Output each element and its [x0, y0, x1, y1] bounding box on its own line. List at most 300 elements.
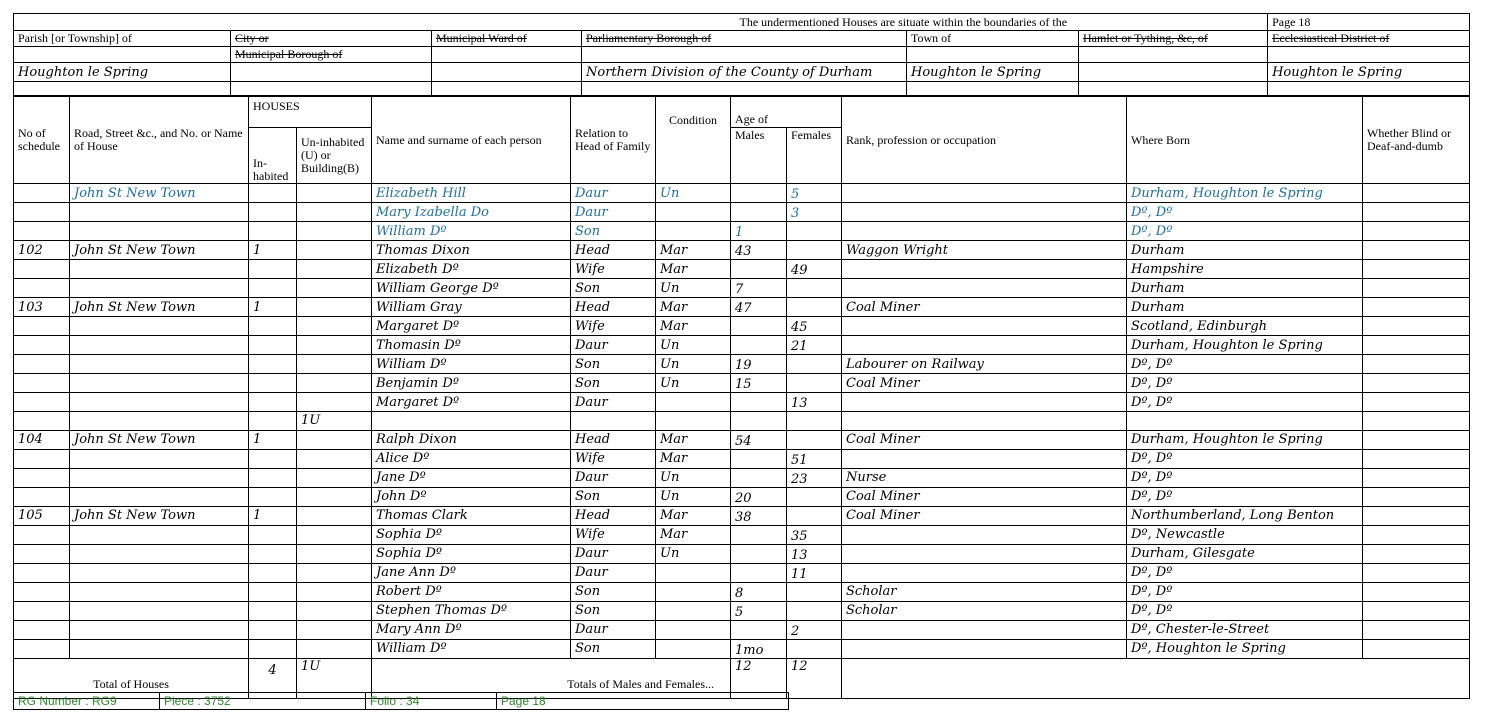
males-cell: 15 [731, 374, 787, 393]
uninhabited-cell [297, 506, 372, 525]
blind-cell [1363, 563, 1470, 582]
uninhabited-cell [297, 582, 372, 601]
males-cell: 8 [731, 582, 787, 601]
name-cell: William Dº [372, 639, 571, 658]
relation-cell [571, 412, 656, 431]
occupation-cell: Coal Miner [842, 487, 1127, 506]
occupation-cell [842, 544, 1127, 563]
table-row [14, 279, 1470, 298]
occupation-cell [842, 203, 1127, 222]
occupation-cell [842, 393, 1127, 412]
inhabited-cell [249, 601, 297, 620]
name-cell: John Dº [372, 487, 571, 506]
condition-cell: Mar [656, 298, 731, 317]
table-row [14, 203, 1470, 222]
where-born-cell: Dº, Dº [1127, 468, 1363, 487]
occupation-cell [842, 563, 1127, 582]
col-uninhabited: Un-inhabited (U) or Building(B) [297, 128, 372, 184]
table-row [14, 468, 1470, 487]
females-cell [787, 582, 842, 601]
name-cell: Thomas Dixon [372, 241, 571, 260]
females-cell: 11 [787, 563, 842, 582]
occupation-cell [842, 620, 1127, 639]
schedule-cell [14, 487, 70, 506]
inhabited-cell [249, 487, 297, 506]
name-cell: Robert Dº [372, 582, 571, 601]
uninhabited-cell [297, 241, 372, 260]
name-cell: Elizabeth Dº [372, 260, 571, 279]
total-houses-label: Total of Houses [14, 658, 249, 698]
females-cell [787, 601, 842, 620]
occupation-cell: Scholar [842, 582, 1127, 601]
females-cell: 21 [787, 336, 842, 355]
blind-cell [1363, 412, 1470, 431]
blind-cell [1363, 260, 1470, 279]
occupation-cell: Waggon Wright [842, 241, 1127, 260]
where-born-cell: Northumberland, Long Benton [1127, 506, 1363, 525]
blind-cell [1363, 601, 1470, 620]
relation-cell: Son [571, 279, 656, 298]
name-cell: Sophia Dº [372, 544, 571, 563]
table-row [14, 449, 1470, 468]
relation-cell: Son [571, 487, 656, 506]
col-age-of: Age of [731, 97, 842, 128]
where-born-cell: Dº, Dº [1127, 374, 1363, 393]
uninhabited-cell [297, 563, 372, 582]
schedule-cell [14, 449, 70, 468]
inhabited-cell [249, 279, 297, 298]
males-cell [731, 260, 787, 279]
uninhabited-cell [297, 184, 372, 203]
condition-cell: Mar [656, 525, 731, 544]
road-cell [70, 449, 249, 468]
relation-cell: Daur [571, 336, 656, 355]
inhabited-cell [249, 374, 297, 393]
males-cell [731, 317, 787, 336]
schedule-cell [14, 601, 70, 620]
occupation-cell [842, 525, 1127, 544]
road-cell [70, 468, 249, 487]
males-cell: 54 [731, 430, 787, 449]
where-born-cell: Dº, Dº [1127, 203, 1363, 222]
blind-cell [1363, 430, 1470, 449]
name-cell: Mary Ann Dº [372, 620, 571, 639]
relation-cell: Son [571, 601, 656, 620]
inhabited-cell: 1 [249, 506, 297, 525]
ecclesiastical-value: Houghton le Spring [1268, 63, 1470, 82]
blind-cell [1363, 336, 1470, 355]
road-cell [70, 279, 249, 298]
hamlet-label: Hamlet or Tything, &c, of [1079, 31, 1268, 47]
name-cell: Margaret Dº [372, 393, 571, 412]
col-females: Females [787, 128, 842, 184]
table-row [14, 374, 1470, 393]
where-born-cell: Dº, Dº [1127, 222, 1363, 241]
blind-cell [1363, 184, 1470, 203]
condition-cell: Un [656, 336, 731, 355]
road-cell: John St New Town [70, 298, 249, 317]
condition-cell [656, 412, 731, 431]
inhabited-cell: 1 [249, 298, 297, 317]
name-cell: Jane Ann Dº [372, 563, 571, 582]
schedule-cell [14, 203, 70, 222]
road-cell [70, 260, 249, 279]
location-header [13, 13, 1470, 96]
total-uninhabited: 1U [297, 658, 372, 698]
schedule-cell [14, 544, 70, 563]
schedule-cell [14, 393, 70, 412]
condition-cell [656, 639, 731, 658]
females-cell [787, 430, 842, 449]
schedule-cell [14, 468, 70, 487]
males-cell: 19 [731, 355, 787, 374]
rg-number: RG Number : RG9 [14, 693, 160, 710]
road-cell [70, 487, 249, 506]
males-cell: 47 [731, 298, 787, 317]
males-cell: 7 [731, 279, 787, 298]
road-cell: John St New Town [70, 430, 249, 449]
relation-cell: Wife [571, 317, 656, 336]
where-born-cell: Dº, Dº [1127, 487, 1363, 506]
total-males: 12 [731, 658, 787, 698]
relation-cell: Head [571, 430, 656, 449]
relation-cell: Daur [571, 203, 656, 222]
table-row [14, 222, 1470, 241]
females-cell: 2 [787, 620, 842, 639]
folio-number: Folio : 34 [366, 693, 497, 710]
table-row [14, 430, 1470, 449]
table-row [14, 582, 1470, 601]
where-born-cell: Dº, Newcastle [1127, 525, 1363, 544]
blind-cell [1363, 525, 1470, 544]
relation-cell: Daur [571, 393, 656, 412]
uninhabited-cell [297, 260, 372, 279]
males-cell [731, 468, 787, 487]
blind-cell [1363, 241, 1470, 260]
road-cell [70, 582, 249, 601]
relation-cell: Son [571, 639, 656, 658]
occupation-cell [842, 336, 1127, 355]
census-table [13, 96, 1470, 699]
occupation-cell [842, 449, 1127, 468]
table-row [14, 412, 1470, 431]
col-males: Males [731, 128, 787, 184]
females-cell [787, 279, 842, 298]
males-cell [731, 203, 787, 222]
reference-footer [13, 692, 789, 710]
relation-cell: Daur [571, 620, 656, 639]
totals-persons-label: Totals of Males and Females... [372, 658, 731, 698]
females-cell [787, 374, 842, 393]
relation-cell: Head [571, 298, 656, 317]
where-born-cell: Durham [1127, 279, 1363, 298]
city-label: City or [231, 31, 432, 47]
where-born-cell: Dº, Dº [1127, 563, 1363, 582]
schedule-cell: 102 [14, 241, 70, 260]
schedule-cell [14, 222, 70, 241]
inhabited-cell [249, 582, 297, 601]
schedule-cell [14, 260, 70, 279]
occupation-cell [842, 412, 1127, 431]
name-cell: Benjamin Dº [372, 374, 571, 393]
where-born-cell: Dº, Dº [1127, 582, 1363, 601]
females-cell [787, 412, 842, 431]
blind-cell [1363, 639, 1470, 658]
col-condition: Condition [656, 97, 731, 184]
inhabited-cell [249, 620, 297, 639]
blind-cell [1363, 487, 1470, 506]
females-cell [787, 355, 842, 374]
name-cell: Elizabeth Hill [372, 184, 571, 203]
relation-cell: Wife [571, 260, 656, 279]
males-cell [731, 412, 787, 431]
males-cell: 5 [731, 601, 787, 620]
relation-cell: Wife [571, 525, 656, 544]
relation-cell: Daur [571, 184, 656, 203]
municipal-borough-label: Municipal Borough of [231, 47, 432, 63]
condition-cell: Mar [656, 449, 731, 468]
table-row [14, 184, 1470, 203]
uninhabited-cell [297, 468, 372, 487]
females-cell: 35 [787, 525, 842, 544]
occupation-cell [842, 222, 1127, 241]
table-row [14, 393, 1470, 412]
road-cell [70, 222, 249, 241]
name-cell: Alice Dº [372, 449, 571, 468]
females-cell: 49 [787, 260, 842, 279]
females-cell [787, 639, 842, 658]
table-row [14, 298, 1470, 317]
where-born-cell: Dº, Dº [1127, 449, 1363, 468]
table-row [14, 525, 1470, 544]
blind-cell [1363, 317, 1470, 336]
males-cell [731, 525, 787, 544]
females-cell: 13 [787, 393, 842, 412]
blind-cell [1363, 544, 1470, 563]
schedule-cell [14, 563, 70, 582]
name-cell: Ralph Dixon [372, 430, 571, 449]
uninhabited-cell [297, 317, 372, 336]
road-cell: John St New Town [70, 241, 249, 260]
col-inhabited: In-habited [249, 128, 297, 184]
uninhabited-cell [297, 525, 372, 544]
road-cell [70, 203, 249, 222]
relation-cell: Daur [571, 544, 656, 563]
females-cell [787, 241, 842, 260]
road-cell [70, 374, 249, 393]
females-cell: 45 [787, 317, 842, 336]
inhabited-cell [249, 317, 297, 336]
uninhabited-cell [297, 336, 372, 355]
condition-cell [656, 222, 731, 241]
occupation-cell: Coal Miner [842, 298, 1127, 317]
relation-cell: Head [571, 506, 656, 525]
inhabited-cell [249, 525, 297, 544]
blind-cell [1363, 355, 1470, 374]
blind-cell [1363, 468, 1470, 487]
blind-cell [1363, 393, 1470, 412]
uninhabited-cell [297, 430, 372, 449]
females-cell: 23 [787, 468, 842, 487]
uninhabited-cell [297, 544, 372, 563]
condition-cell [656, 601, 731, 620]
condition-cell: Un [656, 487, 731, 506]
inhabited-cell [249, 393, 297, 412]
occupation-cell: Coal Miner [842, 430, 1127, 449]
table-row [14, 601, 1470, 620]
road-cell: John St New Town [70, 506, 249, 525]
blind-cell [1363, 449, 1470, 468]
where-born-cell: Durham, Gilesgate [1127, 544, 1363, 563]
uninhabited-cell [297, 393, 372, 412]
blind-cell [1363, 374, 1470, 393]
ecclesiastical-label: Ecclesiastical District of [1268, 31, 1470, 47]
schedule-cell: 103 [14, 298, 70, 317]
where-born-cell: Hampshire [1127, 260, 1363, 279]
condition-cell: Un [656, 468, 731, 487]
females-cell [787, 222, 842, 241]
schedule-cell: 104 [14, 430, 70, 449]
schedule-cell [14, 279, 70, 298]
table-row [14, 241, 1470, 260]
condition-cell: Un [656, 374, 731, 393]
occupation-cell: Nurse [842, 468, 1127, 487]
relation-cell: Wife [571, 449, 656, 468]
females-cell: 13 [787, 544, 842, 563]
parish-value: Houghton le Spring [14, 63, 231, 82]
schedule-cell [14, 374, 70, 393]
blind-cell [1363, 222, 1470, 241]
relation-cell: Daur [571, 468, 656, 487]
blind-cell [1363, 298, 1470, 317]
occupation-cell: Coal Miner [842, 506, 1127, 525]
uninhabited-cell [297, 203, 372, 222]
occupation-cell [842, 184, 1127, 203]
females-cell [787, 506, 842, 525]
town-label: Town of [907, 31, 1079, 47]
inhabited-cell [249, 563, 297, 582]
condition-cell: Mar [656, 241, 731, 260]
males-cell: 20 [731, 487, 787, 506]
where-born-cell: Durham [1127, 298, 1363, 317]
name-cell: Thomasin Dº [372, 336, 571, 355]
inhabited-cell [249, 203, 297, 222]
page-number: Page 18 [1268, 14, 1470, 31]
relation-cell: Daur [571, 563, 656, 582]
col-born: Where Born [1127, 97, 1363, 184]
col-name: Name and surname of each person [372, 97, 571, 184]
females-cell: 51 [787, 449, 842, 468]
condition-cell: Mar [656, 260, 731, 279]
uninhabited-cell [297, 601, 372, 620]
occupation-cell [842, 260, 1127, 279]
inhabited-cell [249, 260, 297, 279]
inhabited-cell [249, 468, 297, 487]
name-cell: William Dº [372, 222, 571, 241]
uninhabited-cell [297, 620, 372, 639]
name-cell: William George Dº [372, 279, 571, 298]
boundaries-text: The undermentioned Houses are situate within the boundaries of the [14, 14, 1268, 31]
town-value: Houghton le Spring [907, 63, 1079, 82]
uninhabited-cell [297, 222, 372, 241]
road-cell [70, 639, 249, 658]
uninhabited-cell [297, 639, 372, 658]
road-cell [70, 336, 249, 355]
where-born-cell: Durham [1127, 241, 1363, 260]
schedule-cell [14, 412, 70, 431]
where-born-cell: Dº, Houghton le Spring [1127, 639, 1363, 658]
condition-cell: Mar [656, 430, 731, 449]
table-row [14, 620, 1470, 639]
blind-cell [1363, 620, 1470, 639]
where-born-cell: Durham, Houghton le Spring [1127, 184, 1363, 203]
where-born-cell: Dº, Chester-le-Street [1127, 620, 1363, 639]
condition-cell: Un [656, 544, 731, 563]
municipal-ward-label: Municipal Ward of [432, 31, 582, 47]
condition-cell [656, 582, 731, 601]
blind-cell [1363, 203, 1470, 222]
condition-cell: Un [656, 355, 731, 374]
occupation-cell: Labourer on Railway [842, 355, 1127, 374]
name-cell: William Dº [372, 355, 571, 374]
name-cell: Sophia Dº [372, 525, 571, 544]
parliamentary-borough-label: Parliamentary Borough of [582, 31, 907, 47]
road-cell [70, 317, 249, 336]
occupation-cell [842, 317, 1127, 336]
blind-cell [1363, 582, 1470, 601]
where-born-cell: Durham, Houghton le Spring [1127, 430, 1363, 449]
road-cell [70, 393, 249, 412]
condition-cell [656, 620, 731, 639]
relation-cell: Son [571, 374, 656, 393]
road-cell [70, 601, 249, 620]
footer-page: Page 18 [497, 693, 789, 710]
where-born-cell: Dº, Dº [1127, 601, 1363, 620]
schedule-cell [14, 639, 70, 658]
males-cell [731, 544, 787, 563]
males-cell: 38 [731, 506, 787, 525]
occupation-cell: Scholar [842, 601, 1127, 620]
col-schedule: No of schedule [14, 97, 70, 184]
table-row [14, 487, 1470, 506]
uninhabited-cell [297, 355, 372, 374]
table-row [14, 336, 1470, 355]
piece-number: Piece : 3752 [160, 693, 366, 710]
inhabited-cell: 1 [249, 430, 297, 449]
parish-label: Parish [or Township] of [14, 31, 231, 47]
relation-cell: Son [571, 355, 656, 374]
condition-cell [656, 563, 731, 582]
table-row [14, 544, 1470, 563]
name-cell: Stephen Thomas Dº [372, 601, 571, 620]
where-born-cell: Scotland, Edinburgh [1127, 317, 1363, 336]
uninhabited-cell [297, 298, 372, 317]
parliamentary-borough-value: Northern Division of the County of Durham [582, 63, 907, 82]
name-cell: Thomas Clark [372, 506, 571, 525]
where-born-cell [1127, 412, 1363, 431]
road-cell [70, 412, 249, 431]
col-relation: Relation to Head of Family [571, 97, 656, 184]
schedule-cell [14, 355, 70, 374]
males-cell [731, 620, 787, 639]
road-cell [70, 355, 249, 374]
occupation-cell: Coal Miner [842, 374, 1127, 393]
total-inhabited: 4 [249, 658, 297, 698]
uninhabited-cell [297, 449, 372, 468]
uninhabited-cell [297, 279, 372, 298]
inhabited-cell [249, 639, 297, 658]
uninhabited-cell [297, 374, 372, 393]
